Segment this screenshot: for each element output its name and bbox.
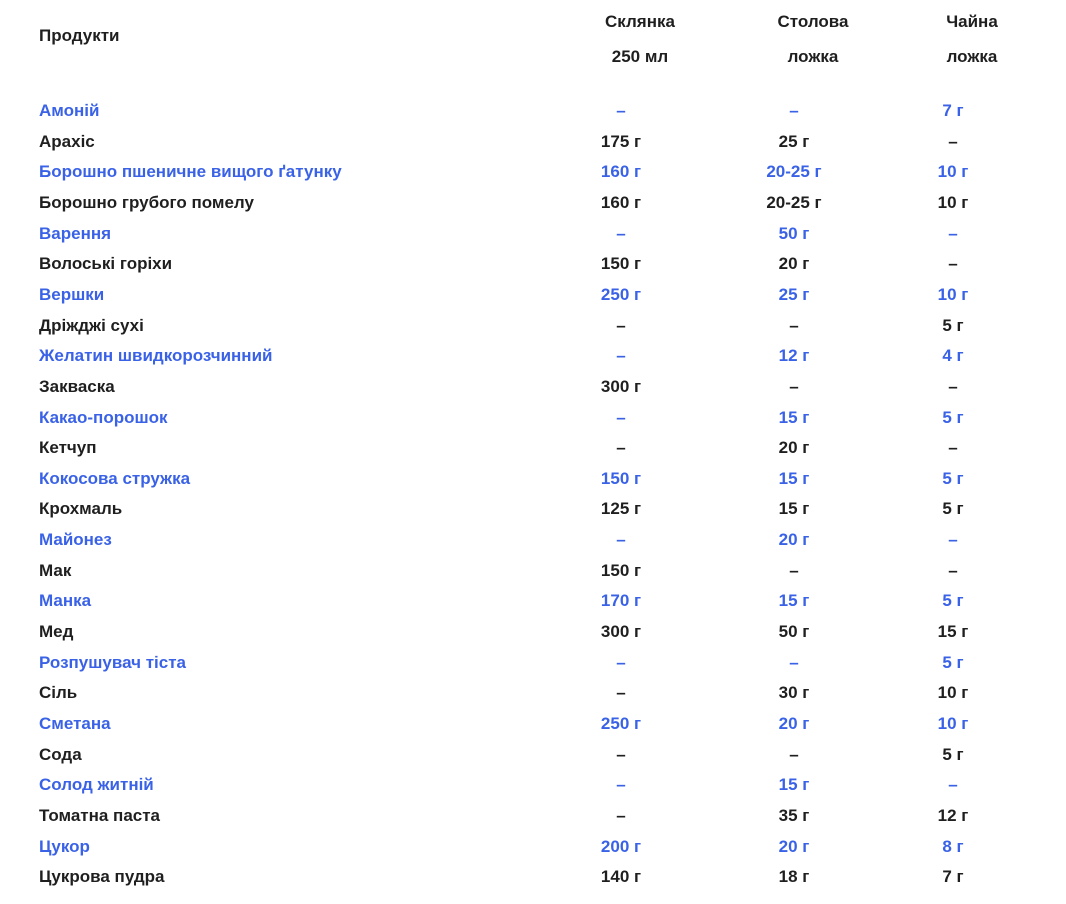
product-name-cell: Борошно грубого помелу (39, 192, 254, 212)
table-row (0, 127, 1066, 158)
product-name-cell: Дріжджі сухі (39, 315, 144, 335)
teaspoon-amount-cell: 10 г (937, 683, 969, 703)
table-row (0, 96, 1066, 127)
product-name-cell: Манка (39, 591, 92, 611)
teaspoon-amount-cell: 10 г (937, 284, 969, 304)
teaspoon-amount-cell: 8 г (942, 836, 964, 856)
tablespoon-amount-cell: – (789, 376, 799, 396)
glass-amount-cell: – (616, 805, 626, 825)
table-row (0, 556, 1066, 587)
table-row (0, 188, 1066, 219)
tablespoon-amount-cell: 25 г (778, 284, 810, 304)
product-name-cell: Какао-порошок (39, 407, 168, 427)
product-name-cell: Солод житній (39, 775, 154, 795)
glass-amount-cell: 200 г (600, 836, 642, 856)
tablespoon-amount-cell: 35 г (778, 805, 810, 825)
tablespoon-amount-cell: 15 г (778, 468, 810, 488)
product-name-cell: Томатна паста (39, 805, 161, 825)
glass-amount-cell: 300 г (600, 376, 642, 396)
teaspoon-amount-cell: – (948, 223, 958, 243)
product-name-cell: Майонез (39, 530, 112, 550)
tablespoon-amount-cell: 15 г (778, 407, 810, 427)
teaspoon-amount-cell: 5 г (942, 315, 964, 335)
table-row (0, 740, 1066, 771)
tablespoon-amount-cell: – (789, 101, 799, 120)
tablespoon-amount-cell: 20 г (778, 714, 810, 733)
tablespoon-amount-cell: 20 г (778, 530, 810, 550)
glass-amount-cell: 150 г (600, 468, 642, 488)
glass-amount-cell: – (616, 683, 626, 703)
tablespoon-amount-cell: 25 г (778, 131, 810, 151)
column-header-teaspoon-line1: Чайна (946, 12, 998, 31)
column-header-teaspoon (892, 4, 1052, 74)
product-name-cell: Мед (39, 622, 74, 642)
glass-amount-cell: 125 г (600, 499, 642, 519)
column-header-tablespoon-line1: Столова (777, 12, 849, 31)
product-name-cell: Борошно пшеничне вищого ґатунку (39, 162, 342, 182)
table-row (0, 249, 1066, 280)
product-name-cell: Кокосова стружка (39, 468, 191, 488)
teaspoon-amount-cell: – (948, 775, 958, 795)
tablespoon-amount-cell: 15 г (778, 499, 810, 519)
tablespoon-amount-cell: – (789, 315, 799, 335)
column-header-products: Продукти (39, 26, 120, 45)
table-row (0, 372, 1066, 403)
table-row (0, 494, 1066, 525)
product-name-cell: Вершки (39, 284, 105, 304)
table-row (0, 832, 1066, 863)
product-name-cell: Сода (39, 744, 82, 764)
table-row (0, 341, 1066, 372)
tablespoon-amount-cell: 20 г (778, 438, 810, 458)
column-header-glass-line2: 250 мл (611, 47, 669, 66)
product-name-cell: Цукор (39, 836, 90, 856)
teaspoon-amount-cell: – (948, 254, 958, 274)
teaspoon-amount-cell: – (948, 376, 958, 396)
teaspoon-amount-cell: 7 г (942, 101, 964, 120)
teaspoon-amount-cell: 5 г (942, 468, 964, 488)
table-row (0, 648, 1066, 679)
table-row (0, 862, 1066, 893)
table-row (0, 157, 1066, 188)
tablespoon-amount-cell: – (789, 560, 799, 580)
glass-amount-cell: 150 г (600, 254, 642, 274)
column-header-teaspoon-line2: ложка (946, 47, 998, 66)
product-name-cell: Желатин швидкорозчинний (39, 346, 273, 366)
teaspoon-amount-cell: – (948, 438, 958, 458)
teaspoon-amount-cell: – (948, 560, 958, 580)
tablespoon-amount-cell: 20-25 г (766, 162, 822, 182)
column-header-glass (560, 4, 720, 74)
column-header-tablespoon-line2: ложка (787, 47, 839, 66)
glass-amount-cell: 300 г (600, 622, 642, 642)
glass-amount-cell: – (616, 346, 626, 366)
tablespoon-amount-cell: 12 г (778, 346, 810, 366)
teaspoon-amount-cell: – (948, 530, 958, 550)
teaspoon-amount-cell: 10 г (937, 192, 969, 212)
table-row (0, 586, 1066, 617)
tablespoon-amount-cell: 15 г (778, 591, 810, 611)
table-row (0, 525, 1066, 556)
glass-amount-cell: – (616, 438, 626, 458)
glass-amount-cell: 160 г (600, 162, 642, 182)
glass-amount-cell: 250 г (600, 714, 642, 733)
table-row (0, 617, 1066, 648)
glass-amount-cell: – (616, 775, 626, 795)
glass-amount-cell: – (616, 223, 626, 243)
glass-amount-cell: 150 г (600, 560, 642, 580)
teaspoon-amount-cell: 4 г (942, 346, 964, 366)
glass-amount-cell: – (616, 530, 626, 550)
product-name-cell: Варення (39, 223, 112, 243)
glass-amount-cell: 250 г (600, 284, 642, 304)
glass-amount-cell: 160 г (600, 192, 642, 212)
table-row (0, 403, 1066, 434)
table-row (0, 433, 1066, 464)
product-name-cell: Мак (39, 560, 72, 580)
tablespoon-amount-cell: – (789, 744, 799, 764)
tablespoon-amount-cell: 50 г (778, 223, 810, 243)
glass-amount-cell: 140 г (600, 867, 642, 887)
product-name-cell: Розпушувач тіста (39, 652, 187, 672)
teaspoon-amount-cell: 10 г (937, 714, 969, 733)
table-row (0, 280, 1066, 311)
teaspoon-amount-cell: 15 г (937, 622, 969, 642)
table-row (0, 770, 1066, 801)
tablespoon-amount-cell: 50 г (778, 622, 810, 642)
product-name-cell: Закваска (39, 376, 115, 396)
teaspoon-amount-cell: 5 г (942, 499, 964, 519)
teaspoon-amount-cell: 12 г (937, 805, 969, 825)
product-name-cell: Крохмаль (39, 499, 123, 519)
teaspoon-amount-cell: – (948, 131, 958, 151)
teaspoon-amount-cell: 5 г (942, 744, 964, 764)
tablespoon-amount-cell: 30 г (778, 683, 810, 703)
teaspoon-amount-cell: 7 г (942, 867, 964, 887)
tablespoon-amount-cell: 20 г (778, 836, 810, 856)
tablespoon-amount-cell: 15 г (778, 775, 810, 795)
table-row (0, 801, 1066, 832)
glass-amount-cell: 170 г (600, 591, 642, 611)
glass-amount-cell: – (616, 744, 626, 764)
product-name-cell: Амоній (39, 101, 100, 120)
tablespoon-amount-cell: – (789, 652, 799, 672)
table-row (0, 464, 1066, 495)
glass-amount-cell: 175 г (600, 131, 642, 151)
table-row (0, 678, 1066, 709)
glass-amount-cell: – (616, 652, 626, 672)
tablespoon-amount-cell: 20-25 г (766, 192, 822, 212)
product-name-cell: Сіль (39, 683, 78, 703)
product-name-cell: Кетчуп (39, 438, 97, 458)
column-header-glass-line1: Склянка (605, 12, 675, 31)
teaspoon-amount-cell: 5 г (942, 652, 964, 672)
product-name-cell: Сметана (39, 714, 111, 733)
table-row (0, 219, 1066, 250)
glass-amount-cell: – (616, 407, 626, 427)
glass-amount-cell: – (616, 315, 626, 335)
tablespoon-amount-cell: 18 г (778, 867, 810, 887)
column-header-tablespoon (733, 4, 893, 74)
product-name-cell: Арахіс (39, 131, 95, 151)
teaspoon-amount-cell: 10 г (937, 162, 969, 182)
glass-amount-cell: – (616, 101, 626, 120)
table-row (0, 709, 1066, 740)
product-name-cell: Волоські горіхи (39, 254, 173, 274)
teaspoon-amount-cell: 5 г (942, 407, 964, 427)
table-row (0, 311, 1066, 342)
teaspoon-amount-cell: 5 г (942, 591, 964, 611)
tablespoon-amount-cell: 20 г (778, 254, 810, 274)
product-name-cell: Цукрова пудра (39, 867, 165, 887)
